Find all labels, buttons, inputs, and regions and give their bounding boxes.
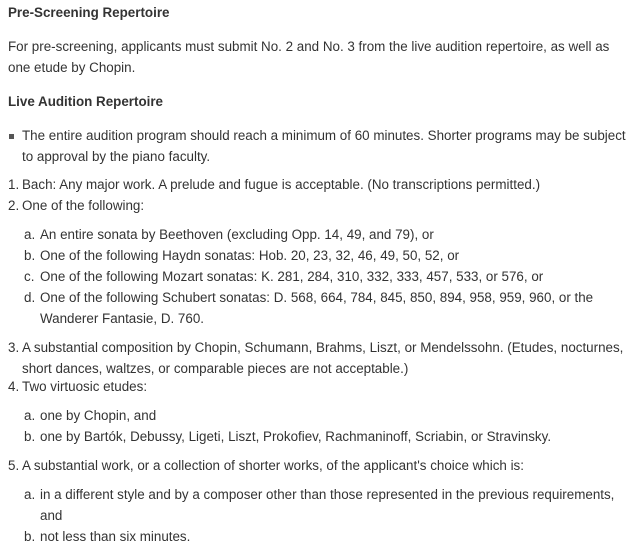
list-text: Bach: Any major work. A prelude and fugue is acceptable. (No transcriptions permitted.) (22, 177, 541, 192)
prescreening-heading: Pre-Screening Repertoire (8, 5, 170, 20)
list-number: 1. (8, 177, 20, 192)
sublist-letter: a. (24, 408, 36, 423)
list-number: 3. (8, 340, 20, 355)
sublist-letter: a. (24, 487, 36, 502)
sublist-item-2d (24, 287, 632, 329)
sublist-item-2b (24, 245, 632, 266)
sublist-text: An entire sonata by Beethoven (excluding Opp. 14, 49, and 79), or (40, 227, 434, 242)
list-text: One of the following: (22, 198, 145, 213)
sublist-text: One of the following Haydn sonatas: Hob. 20, 23, 32, 46, 49, 50, 52, or (40, 248, 460, 263)
bullet-text: The entire audition program should reach a minimum of 60 minutes. Shorter programs may be subject to approval by the piano faculty. (22, 128, 626, 164)
list-number: 5. (8, 458, 20, 473)
sublist-text: not less than six minutes. (40, 529, 191, 544)
live-audition-heading: Live Audition Repertoire (8, 94, 163, 109)
sublist-letter: c. (24, 269, 35, 284)
bullet-marker (9, 134, 14, 139)
list-number: 4. (8, 379, 20, 394)
sublist-text: one by Bartók, Debussy, Ligeti, Liszt, Prokofiev, Rachmaninoff, Scriabin, or Stravinsky. (40, 429, 552, 444)
sublist-text: in a different style and by a composer other than those represented in the previous requirements, and (40, 487, 615, 523)
list-item-5 (8, 455, 632, 476)
sublist-item-5b (24, 526, 632, 547)
sublist-letter: b. (24, 529, 36, 544)
sublist-item-4b (24, 426, 632, 447)
sublist-letter: b. (24, 248, 36, 263)
list-text: Two virtuosic etudes: (22, 379, 148, 394)
list-text: A substantial work, or a collection of shorter works, of the applicant's choice which is: (22, 458, 524, 473)
sublist-item-4a (24, 405, 632, 426)
list-item-3 (8, 337, 632, 379)
sublist-item-5a (24, 484, 632, 526)
sublist-letter: d. (24, 290, 36, 305)
sublist-text: one by Chopin, and (40, 408, 157, 423)
sublist-item-2c (24, 266, 632, 287)
requirement-bullet (8, 125, 632, 167)
list-text: A substantial composition by Chopin, Schumann, Brahms, Liszt, or Mendelssohn. (Etudes, nocturnes, short dances, waltzes, or comparable pieces are not acceptable.) (22, 340, 624, 376)
list-number: 2. (8, 198, 20, 213)
sublist-letter: a. (24, 227, 36, 242)
sublist-item-2a (24, 224, 632, 245)
prescreening-paragraph: For pre-screening, applicants must submit No. 2 and No. 3 from the live audition repertoire, as well as one etude by Chopin. (8, 39, 610, 75)
list-item-2 (8, 195, 632, 216)
list-item-4 (8, 376, 632, 397)
sublist-text: One of the following Schubert sonatas: D. 568, 664, 784, 845, 850, 894, 958, 959, 960, or the Wanderer Fantasie, D. 760. (40, 290, 594, 326)
sublist-text: One of the following Mozart sonatas: K. 281, 284, 310, 332, 333, 457, 533, or 576, or (40, 269, 544, 284)
sublist-letter: b. (24, 429, 36, 444)
list-item-1 (8, 174, 632, 195)
